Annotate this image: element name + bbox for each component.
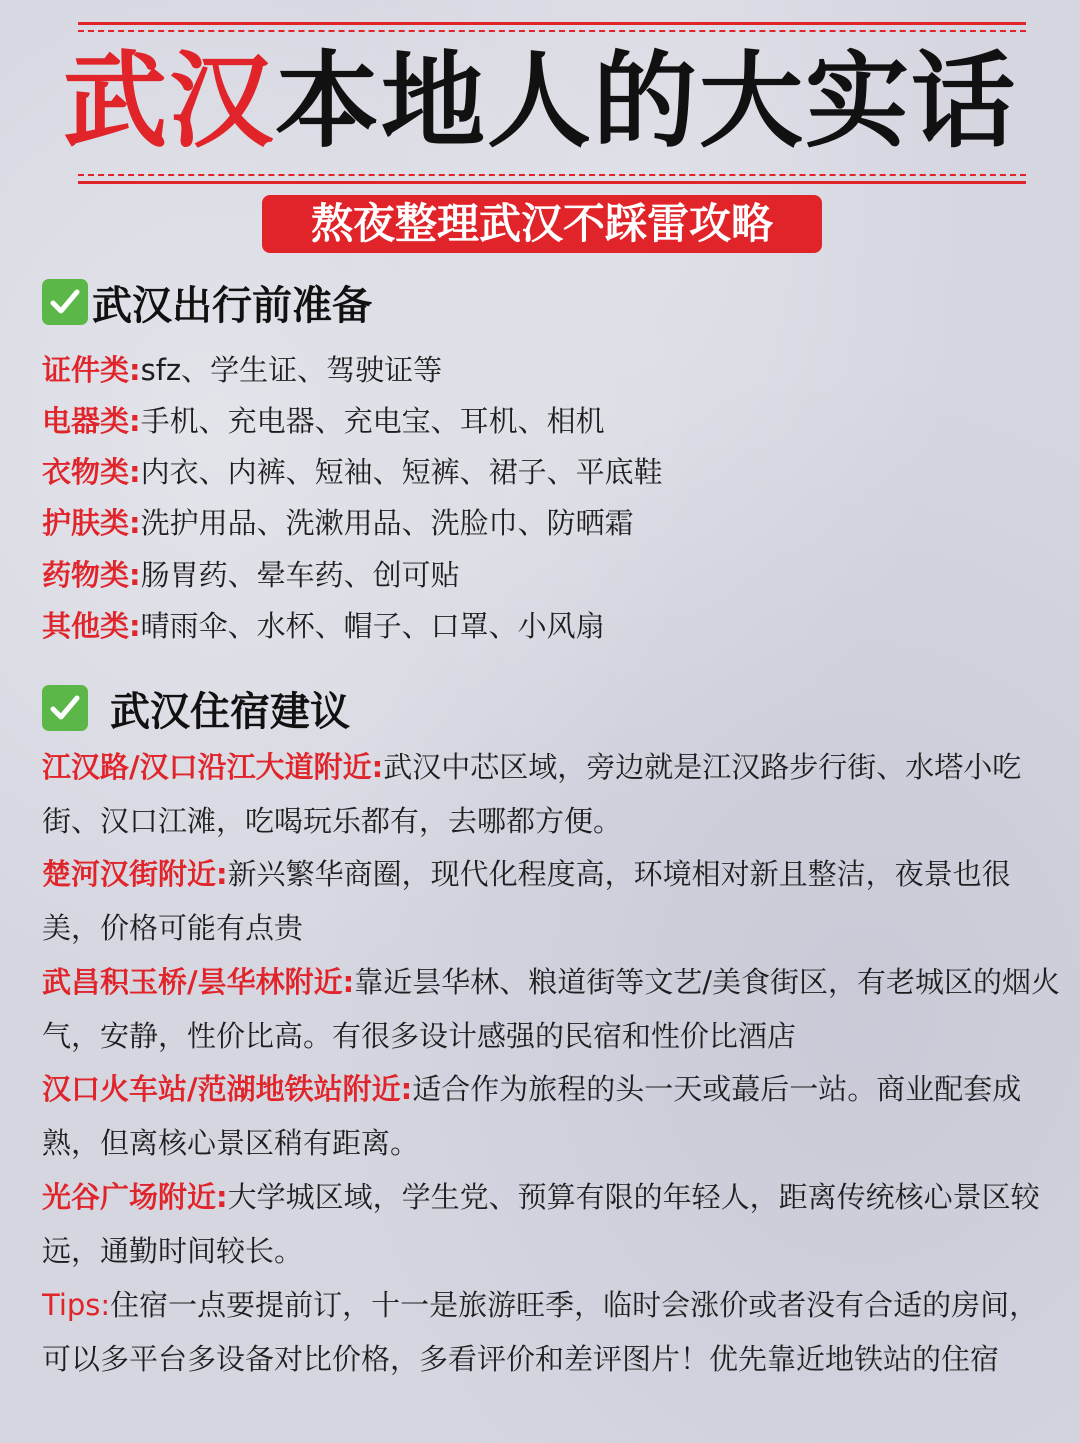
tips-label: Tips: [42, 1288, 111, 1322]
lodging-item: 汉口火车站/范湖地铁站附近:适合作为旅程的头一天或蕞后一站。商业配套成熟，但离核心景区稍有距离。 [42, 1072, 1022, 1160]
section-heading-text: 武汉出行前准备 [92, 282, 372, 329]
section-heading-lodging [42, 682, 350, 734]
bottom-rule [78, 174, 1026, 184]
subtitle-banner: 熬夜整理武汉不踩雷攻略 [262, 195, 822, 253]
lodging-item: 楚河汉街附近:新兴繁华商圈，现代化程度高，环境相对新且整洁，夜景也很美，价格可能有点贵 [42, 857, 1011, 945]
page-title [0, 40, 1080, 162]
lodging-item: 武昌积玉桥/昙华林附近:靠近昙华林、粮道街等文艺/美食街区，有老城区的烟火气，安静，性价比高。有很多设计感强的民宿和性价比酒店 [42, 965, 1060, 1053]
top-rule [78, 22, 1026, 32]
section-heading-prep [42, 276, 372, 328]
lodging-item: 江汉路/汉口沿江大道附近:武汉中芯区域，旁边就是江汉路步行街、水塔小吃街、汉口江滩，吃喝玩乐都有，去哪都方便。 [42, 750, 1022, 838]
list-item: 其他类:晴雨伞、水杯、帽子、口罩、小风扇 [42, 609, 605, 643]
check-mark-icon [42, 279, 88, 325]
list-item: 电器类:手机、充电器、充电宝、耳机、相机 [42, 404, 605, 438]
lodging-item: 光谷广场附近:大学城区域，学生党、预算有限的年轻人，距离传统核心景区较远，通勤时间较长。 [42, 1180, 1040, 1268]
title-red: 武汉 [62, 40, 275, 162]
title-black: 本地人的大实话 [275, 40, 1018, 162]
list-item: 护肤类:洗护用品、洗漱用品、洗脸巾、防晒霜 [42, 506, 634, 540]
check-mark-icon [42, 685, 88, 731]
list-item: 衣物类:内衣、内裤、短袖、短裤、裙子、平底鞋 [42, 455, 663, 489]
list-item: 证件类:sfz、学生证、驾驶证等 [42, 353, 443, 387]
tips: Tips:住宿一点要提前订，十一是旅游旺季，临时会涨价或者没有合适的房间，可以多平台多设备对比价格，多看评价和差评图片！优先靠近地铁站的住宿 [42, 1288, 1039, 1376]
section-heading-text: 武汉住宿建议 [110, 688, 350, 735]
list-item: 药物类:肠胃药、晕车药、创可贴 [42, 558, 460, 592]
